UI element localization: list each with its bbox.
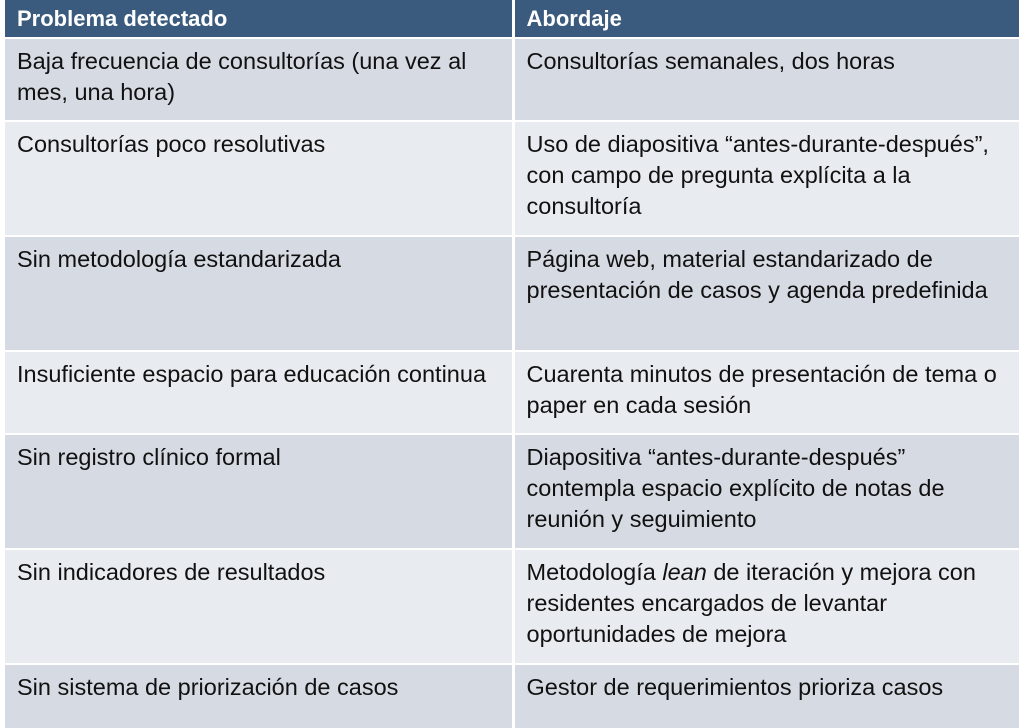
problem-cell: Sin indicadores de resultados (5, 549, 513, 664)
approach-emphasis: lean (662, 559, 707, 585)
approach-cell (513, 549, 1019, 664)
approach-text-start: Metodología (526, 559, 663, 585)
approach-cell: Uso de diapositiva “antes-durante-después”, con campo de pregunta explícita a la consultoría (513, 121, 1019, 236)
header-approach: Abordaje (513, 0, 1019, 38)
approach-cell: Página web, material estandarizado de presentación de casos y agenda predefinida (513, 236, 1019, 351)
table-row (5, 236, 1019, 351)
approach-cell: Diapositiva “antes-durante-después” contempla espacio explícito de notas de reunión y seguimiento (513, 434, 1019, 549)
table-row (5, 434, 1019, 549)
table-row (5, 549, 1019, 664)
problem-cell: Sin registro clínico formal (5, 434, 513, 549)
problem-cell: Insuficiente espacio para educación continua (5, 351, 513, 434)
table-row (5, 38, 1019, 121)
approach-text-end: de iteración y mejora con residentes encargados de levantar oportunidades de mejora (526, 559, 976, 647)
approach-cell: Cuarenta minutos de presentación de tema o paper en cada sesión (513, 351, 1019, 434)
header-problem: Problema detectado (5, 0, 513, 38)
problem-cell: Sin sistema de priorización de casos (5, 664, 513, 728)
table-row (5, 121, 1019, 236)
problem-cell: Sin metodología estandarizada (5, 236, 513, 351)
table-header-row (5, 0, 1019, 38)
approach-cell: Consultorías semanales, dos horas (513, 38, 1019, 121)
approach-cell: Gestor de requerimientos prioriza casos (513, 664, 1019, 728)
problem-cell: Baja frecuencia de consultorías (una vez al mes, una hora) (5, 38, 513, 121)
table-row (5, 664, 1019, 728)
comparison-table-container (5, 0, 1019, 728)
problem-cell: Consultorías poco resolutivas (5, 121, 513, 236)
table-row (5, 351, 1019, 434)
problems-approach-table (5, 0, 1019, 728)
